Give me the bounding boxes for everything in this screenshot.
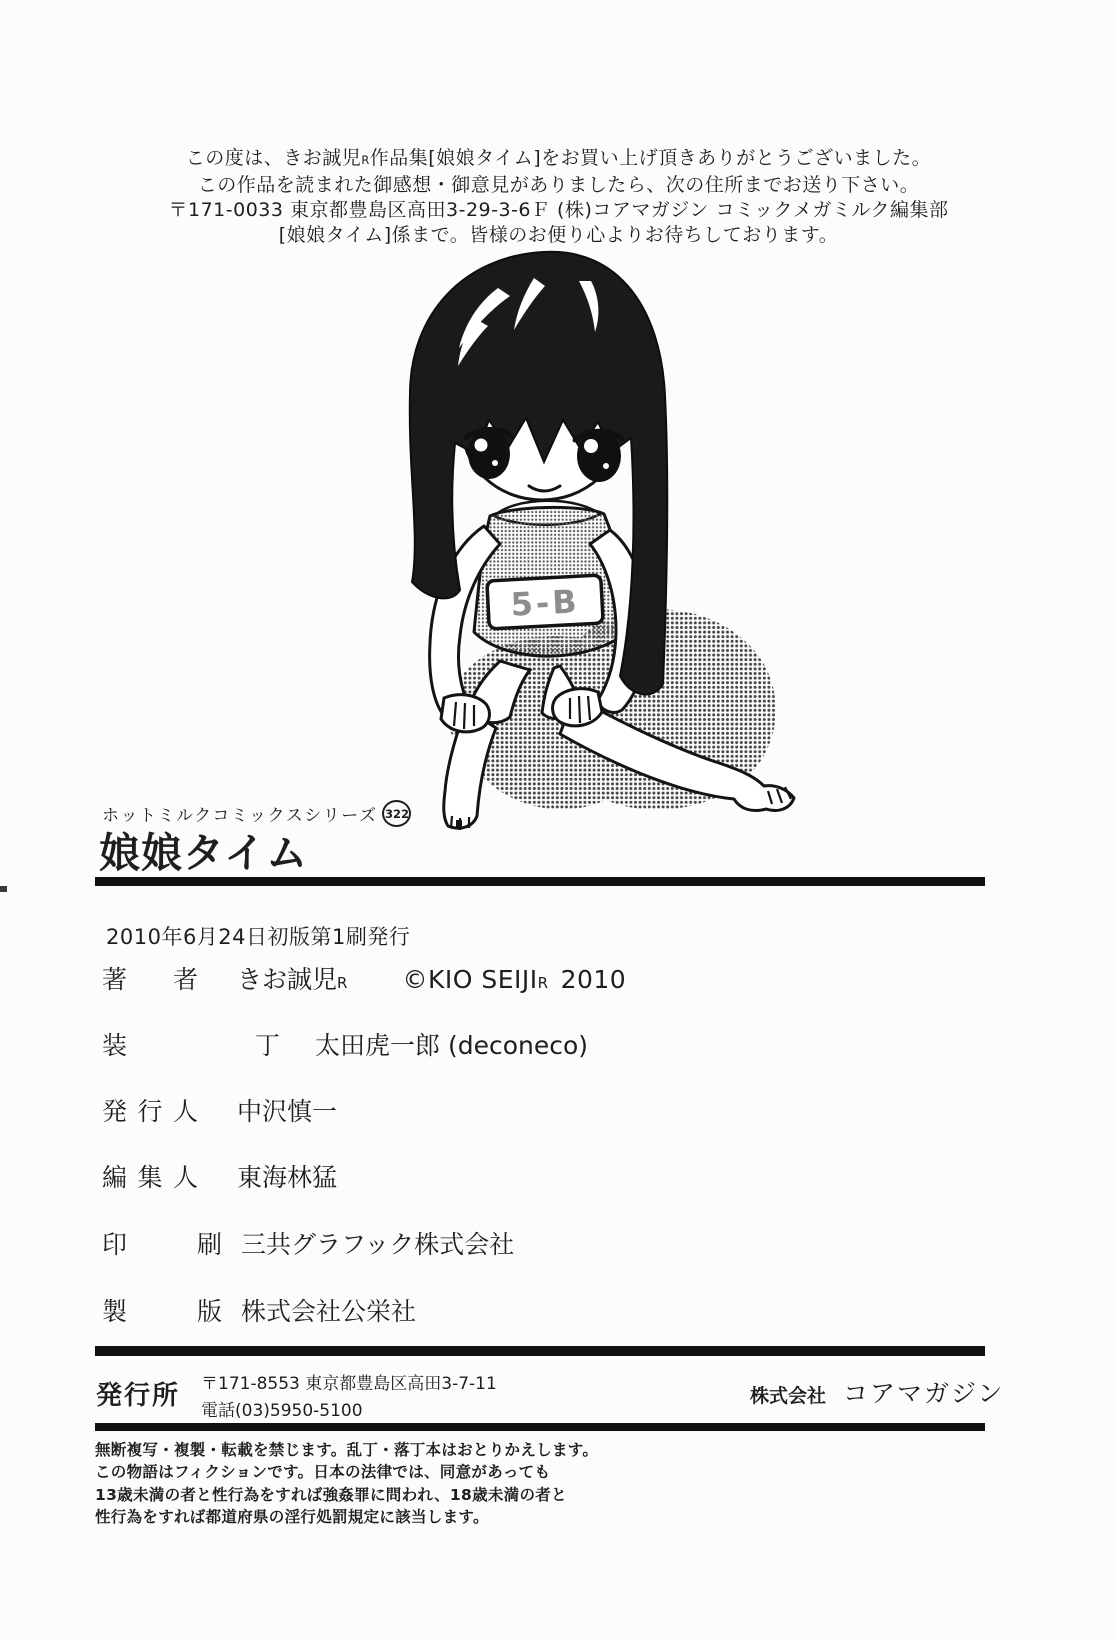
printing-company: 三共グラフック株式会社	[241, 1230, 515, 1259]
credit-label-char: 人	[172, 1163, 198, 1192]
credit-label-char: 版	[196, 1297, 222, 1326]
disclaimer-line1: 無断複写・複製・転載を禁じます。乱丁・落丁本はおとりかえします。	[95, 1441, 599, 1459]
author-name	[237, 960, 347, 996]
publisher-person-name: 中沢慎一	[237, 1097, 338, 1126]
publisher-company-name: コアマガジン	[843, 1379, 1005, 1408]
credit-label-char: 著	[102, 965, 128, 994]
author-name-text: きお誠児	[237, 965, 338, 994]
reader-note-line1-sub: R	[361, 153, 370, 167]
reader-note-line1-post: 作品集[娘娘タイム]をお買い上げ頂きありがとうございました。	[369, 147, 932, 169]
divider-rule-top	[95, 877, 985, 886]
plates-company: 株式会社公栄社	[241, 1297, 417, 1326]
credit-row-author	[102, 960, 626, 996]
publisher-company-prefix: 株式会社	[750, 1385, 827, 1407]
right-eye-highlight	[584, 439, 598, 453]
legal-disclaimer	[95, 1439, 598, 1528]
reader-note-line1-pre: この度は、きお誠児	[185, 147, 362, 169]
reader-note-line3: 〒171-0033 東京都豊島区高田3-29-3-6Ｆ (株)コアマガジン コミックメガミルク編集部	[168, 199, 949, 221]
credit-label	[102, 1092, 198, 1128]
girl-illustration	[348, 248, 840, 846]
disclaimer-line3: 13歳未満の者と性行為をすれば強姦罪に問われ、18歳未満の者と	[95, 1485, 567, 1504]
copyright-sub: R	[537, 974, 549, 992]
series-label: ホットミルクコミックスシリーズ	[102, 806, 378, 826]
disclaimer-line4: 性行為をすれば都道府県の淫行処罰規定に該当します。	[95, 1507, 489, 1526]
reader-note	[0, 146, 1117, 248]
swimsuit-name-tag	[487, 575, 603, 629]
credit-row-printing	[102, 1225, 514, 1261]
credit-label-char: 丁	[254, 1031, 280, 1060]
credit-label-char: 発	[102, 1097, 128, 1126]
credit-label-char: 者	[172, 965, 198, 994]
divider-rule-bottom	[95, 1423, 985, 1431]
left-eye	[468, 429, 510, 479]
left-eye-highlight	[475, 439, 488, 452]
publisher-label: 発行所	[96, 1381, 181, 1411]
scan-artifact	[0, 886, 7, 892]
book-title: 娘娘タイム	[99, 829, 309, 877]
author-name-sub: R	[337, 974, 348, 992]
credit-row-design	[102, 1026, 588, 1062]
credit-label-char: 編	[102, 1163, 128, 1192]
editor-name: 東海林猛	[237, 1163, 338, 1192]
series-number-badge: 322	[382, 800, 411, 827]
right-eye	[577, 430, 621, 482]
credit-label	[102, 1026, 280, 1062]
credit-label-char: 人	[172, 1097, 198, 1126]
reader-note-line1	[0, 146, 1117, 173]
credit-label	[102, 1225, 222, 1261]
divider-rule-middle	[95, 1346, 985, 1356]
publisher-address-line: 〒171-8553 東京都豊島区高田3-7-11	[201, 1374, 497, 1394]
right-eye-highlight-small	[603, 463, 609, 469]
left-eye-highlight-small	[492, 460, 498, 466]
credit-label-char: 行	[137, 1097, 163, 1126]
copyright-notice	[402, 965, 626, 994]
credit-label	[102, 1292, 222, 1328]
credit-label-char: 印	[102, 1230, 128, 1259]
toenail-mark	[456, 820, 462, 829]
credit-label	[102, 960, 198, 996]
copyright-year: 2010	[560, 965, 627, 994]
credit-label-char: 製	[102, 1297, 128, 1326]
credit-label-char: 集	[137, 1163, 163, 1192]
designer-name: 太田虎一郎 (deconeco)	[315, 1031, 589, 1060]
publisher-address	[201, 1371, 497, 1425]
credit-row-plates	[102, 1292, 416, 1328]
reader-note-line4: [娘娘タイム]係まで。皆様のお便り心よりお待ちしております。	[278, 224, 839, 246]
credit-label-char: 刷	[196, 1230, 222, 1259]
credit-row-editor	[102, 1158, 337, 1194]
credit-label-char: 装	[102, 1031, 128, 1060]
credit-row-publisher-person	[102, 1092, 337, 1128]
copyright-text: ©KIO SEIJI	[402, 965, 538, 994]
credit-label	[102, 1158, 198, 1194]
disclaimer-line2: この物語はフィクションです。日本の法律では、同意があっても	[95, 1463, 551, 1482]
reader-note-line2: この作品を読まれた御感想・御意見がありましたら、次の住所までお送り下さい。	[197, 174, 920, 196]
edition-date: 2010年6月24日初版第1刷発行	[106, 925, 411, 949]
right-hand	[553, 689, 602, 726]
name-tag-text: 5-B	[509, 582, 581, 624]
publisher-phone: 電話(03)5950-5100	[201, 1401, 363, 1421]
publisher-company	[750, 1374, 1004, 1410]
